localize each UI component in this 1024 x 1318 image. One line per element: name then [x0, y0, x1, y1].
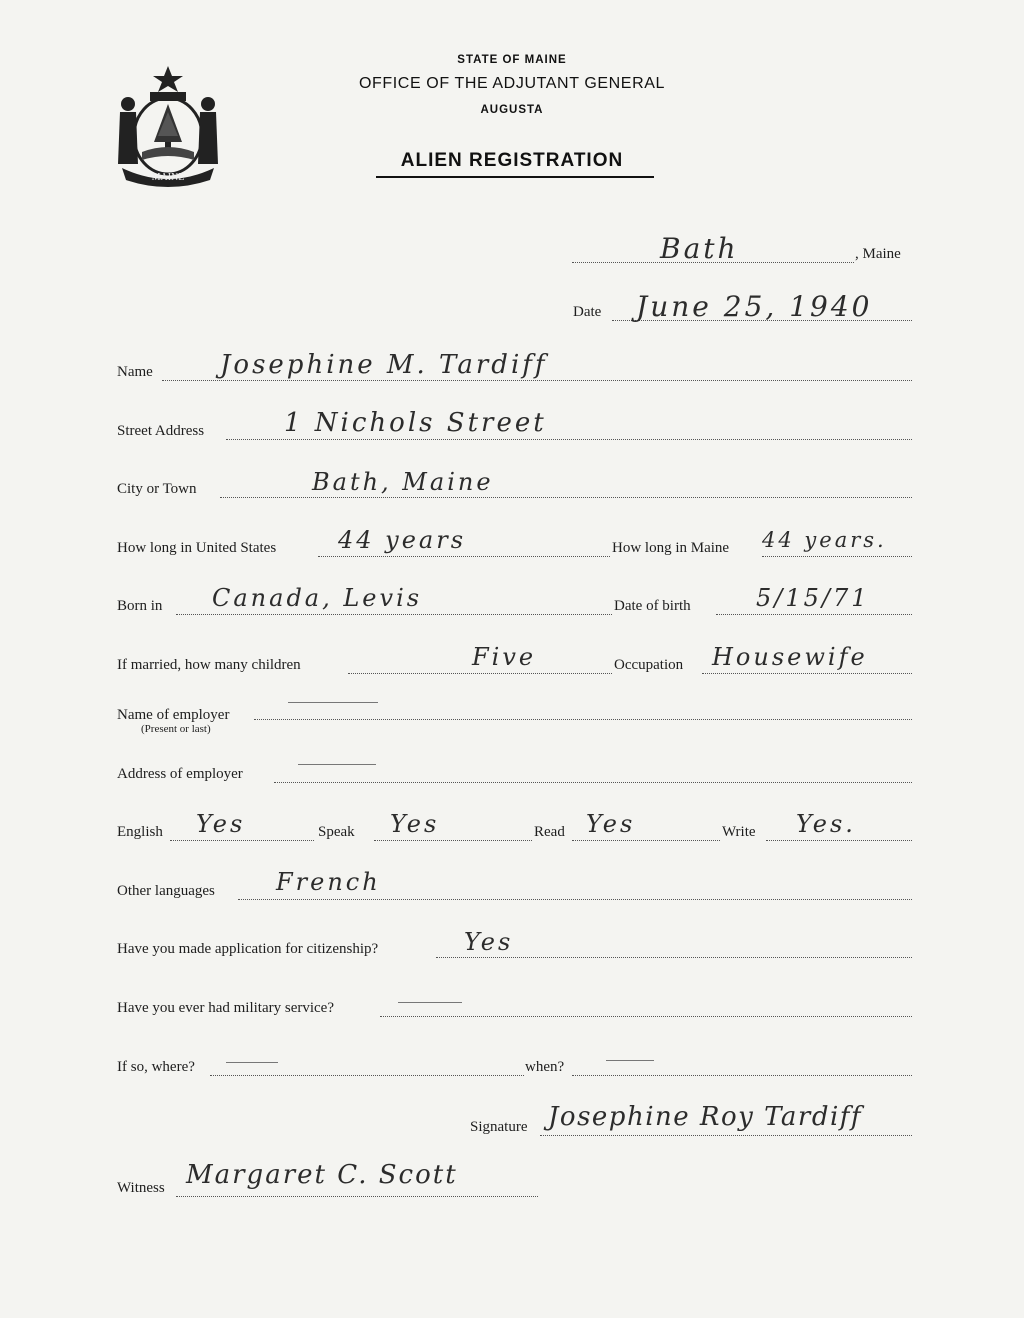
when-label: when? [525, 1059, 565, 1075]
children-value: Five [472, 643, 537, 671]
speak-line [374, 840, 532, 841]
us-years-value: 44 years [338, 526, 467, 554]
other-languages-line [238, 899, 912, 900]
street-line [226, 439, 912, 440]
maine-years-label: How long in Maine [612, 540, 730, 556]
children-label: If married, how many children [117, 657, 301, 673]
where-dash [226, 1062, 278, 1063]
office-heading: OFFICE OF THE ADJUTANT GENERAL [358, 75, 666, 92]
other-languages-label: Other languages [117, 883, 215, 899]
signature-label: Signature [470, 1119, 528, 1135]
employer-dash [288, 702, 378, 703]
speak-value: Yes [390, 810, 440, 838]
city-heading: AUGUSTA [480, 104, 544, 116]
occupation-line [702, 673, 912, 674]
write-label: Write [722, 824, 756, 840]
state-heading: STATE OF MAINE [457, 54, 567, 66]
name-line [162, 380, 912, 381]
citizenship-line [436, 957, 912, 958]
state-label: , Maine [855, 246, 901, 262]
witness-line [176, 1196, 538, 1197]
born-value: Canada, Levis [212, 584, 423, 612]
employer-address-dash [298, 764, 376, 765]
city-value: Bath, Maine [312, 468, 494, 496]
witness-value: Margaret C. Scott [186, 1160, 458, 1190]
date-label: Date [573, 304, 602, 320]
military-line [380, 1016, 912, 1017]
dob-value: 5/15/71 [756, 584, 870, 612]
occupation-value: Housewife [712, 643, 868, 671]
write-line [766, 840, 912, 841]
citizenship-label: Have you made application for citizenship? [117, 941, 379, 957]
employer-label: Name of employer [117, 707, 230, 723]
citizenship-value: Yes [464, 928, 514, 956]
born-label: Born in [117, 598, 163, 614]
military-label: Have you ever had military service? [117, 1000, 334, 1016]
dob-label: Date of birth [614, 598, 691, 614]
employer-address-line [274, 782, 912, 783]
town-value: Bath [660, 232, 739, 265]
signature-value: Josephine Roy Tardiff [548, 1102, 863, 1132]
name-value: Josephine M. Tardiff [220, 350, 548, 380]
employer-note: (Present or last) [141, 723, 211, 735]
english-label: English [117, 824, 163, 840]
street-label: Street Address [117, 423, 205, 439]
street-value: 1 Nichols Street [284, 408, 547, 438]
city-label: City or Town [117, 481, 197, 497]
english-line [170, 840, 314, 841]
read-line [572, 840, 720, 841]
signature-line [540, 1135, 912, 1136]
read-label: Read [534, 824, 565, 840]
date-value: June 25, 1940 [636, 290, 873, 323]
maine-years-value: 44 years. [762, 528, 887, 552]
occupation-label: Occupation [614, 657, 684, 673]
name-label: Name [117, 364, 153, 380]
dob-line [716, 614, 912, 615]
employer-address-label: Address of employer [117, 766, 243, 782]
witness-label: Witness [117, 1180, 165, 1196]
us-years-line [318, 556, 610, 557]
seal-scroll-text: MAINE [151, 172, 185, 183]
us-years-label: How long in United States [117, 540, 277, 556]
maine-years-line [762, 556, 912, 557]
speak-label: Speak [318, 824, 355, 840]
write-value: Yes. [796, 810, 856, 838]
when-line [572, 1075, 912, 1076]
title-underline [376, 176, 654, 178]
where-label: If so, where? [117, 1059, 195, 1075]
where-line [210, 1075, 524, 1076]
when-dash [606, 1060, 654, 1061]
born-line [176, 614, 612, 615]
military-dash [398, 1002, 462, 1003]
english-value: Yes [196, 810, 246, 838]
other-languages-value: French [276, 868, 381, 896]
city-line [220, 497, 912, 498]
read-value: Yes [586, 810, 636, 838]
employer-line [254, 719, 912, 720]
children-line [348, 673, 612, 674]
form-title: ALIEN REGISTRATION [400, 150, 624, 171]
